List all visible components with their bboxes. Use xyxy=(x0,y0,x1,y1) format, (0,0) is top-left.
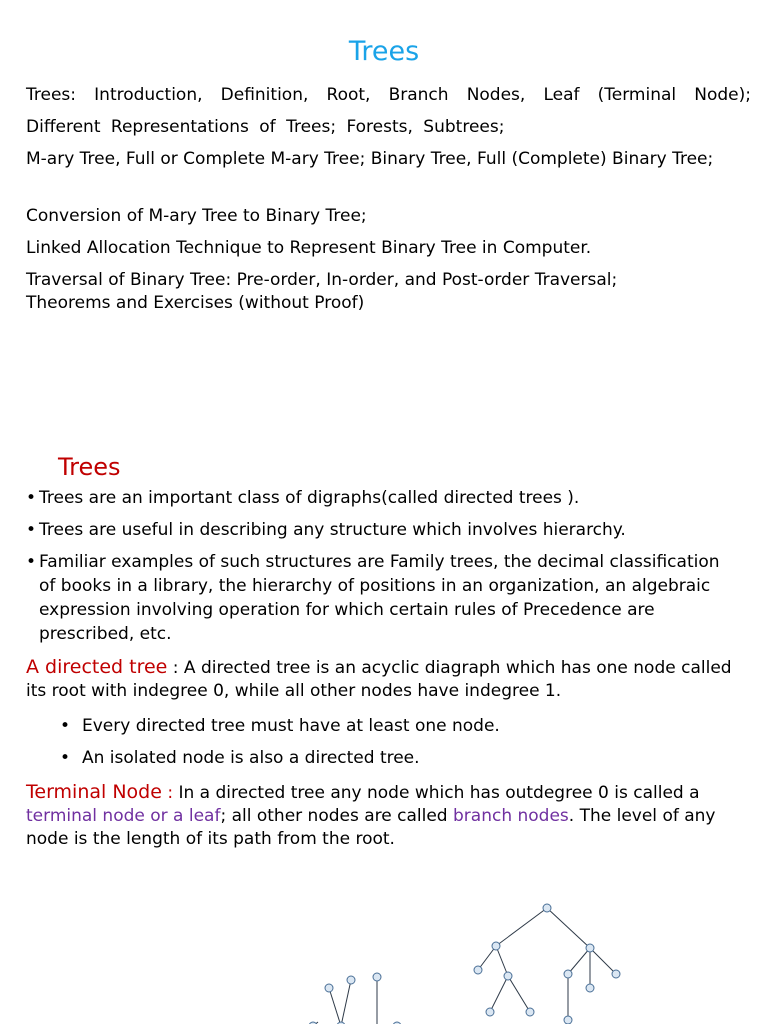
tree-edge xyxy=(490,976,508,1012)
bullet-text: Familiar examples of such structures are Family trees, the decimal classification of books in a library, the hierarchy of positions in an organization, an algebraic expression involving operation for which certain rules of Precedence are prescribed, etc. xyxy=(39,552,720,644)
syllabus-line-2: Different Representations of Trees; Forests, Subtrees; xyxy=(26,117,505,137)
terminal-node-text-3: . The level of any node is the length of its path from the root. xyxy=(26,806,716,849)
slide-trees-definition xyxy=(0,440,768,1024)
tree-node xyxy=(486,1008,494,1016)
terminal-node-text-1: In a directed tree any node which has outdegree 0 is called a xyxy=(178,783,700,803)
tree-node xyxy=(564,970,572,978)
tree-edge xyxy=(329,988,341,1024)
directed-tree-heading: A directed tree xyxy=(26,656,168,678)
bullet-dot-icon: • xyxy=(60,716,71,736)
tree-node xyxy=(373,973,381,981)
bullet-item xyxy=(26,486,739,510)
bullet-dot-icon: • xyxy=(26,520,37,540)
tree-edge xyxy=(547,908,590,948)
sub-bullet-text: An isolated node is also a directed tree. xyxy=(82,748,420,768)
directed-tree-definition xyxy=(26,656,751,703)
sub-bullet-item xyxy=(60,746,742,770)
tree-edge xyxy=(568,948,590,974)
tree-edge xyxy=(496,908,547,946)
sub-bullet-item xyxy=(60,714,742,738)
branch-nodes-highlight: branch nodes xyxy=(453,806,569,826)
syllabus-line-6: Traversal of Binary Tree: Pre-order, In-order, and Post-order Traversal; Theorems and Exercises (without Proof) xyxy=(26,270,618,313)
syllabus-line-4: Conversion of M-ary Tree to Binary Tree; xyxy=(26,206,367,226)
syllabus-line-1: Trees: Introduction, Definition, Root, Branch Nodes, Leaf (Terminal Node); xyxy=(26,85,751,105)
terminal-node-heading: Terminal Node xyxy=(26,781,162,803)
bullet-dot-icon: • xyxy=(26,552,37,572)
sub-bullet-text: Every directed tree must have at least one node. xyxy=(82,716,500,736)
directed-tree-diagram xyxy=(474,904,620,1024)
bullet-text: Trees are an important class of digraphs(called directed trees ). xyxy=(39,488,580,508)
slide1-title: Trees xyxy=(348,36,420,67)
bullet-text: Trees are useful in describing any structure which involves hierarchy. xyxy=(39,520,626,540)
directed-tree-separator: : xyxy=(167,658,184,678)
tree-edge xyxy=(341,980,351,1024)
tree-diagrams xyxy=(0,864,768,1024)
small-tree-diagram xyxy=(309,973,401,1024)
tree-node xyxy=(347,976,355,984)
tree-node xyxy=(526,1008,534,1016)
tree-node xyxy=(564,1016,572,1024)
tree-edge xyxy=(590,948,616,974)
tree-node xyxy=(492,942,500,950)
tree-node xyxy=(504,972,512,980)
tree-node xyxy=(325,984,333,992)
slide2-title: Trees xyxy=(58,453,121,481)
tree-edge xyxy=(496,946,508,976)
tree-node xyxy=(474,966,482,974)
syllabus-line-5: Linked Allocation Technique to Represent Binary Tree in Computer. xyxy=(26,238,592,258)
terminal-node-text-2: ; all other nodes are called xyxy=(220,806,453,826)
tree-node xyxy=(543,904,551,912)
tree-node xyxy=(586,944,594,952)
terminal-node-definition xyxy=(26,781,751,851)
bullet-dot-icon: • xyxy=(60,748,71,768)
tree-edge xyxy=(508,976,530,1012)
bullet-item xyxy=(26,518,739,542)
syllabus-line-3: M-ary Tree, Full or Complete M-ary Tree; Binary Tree, Full (Complete) Binary Tree; xyxy=(26,149,714,169)
directed-tree-text: A directed tree is an acyclic diagraph which has one node called its root with indegree 0, while all other nodes have indegree 1. xyxy=(26,658,732,701)
bullet-dot-icon: • xyxy=(26,488,37,508)
tree-node xyxy=(586,984,594,992)
tree-node xyxy=(612,970,620,978)
slide-syllabus xyxy=(0,0,768,420)
terminal-node-highlight: terminal node or a leaf xyxy=(26,806,221,826)
terminal-node-separator: : xyxy=(161,783,179,803)
bullet-item xyxy=(26,550,739,646)
